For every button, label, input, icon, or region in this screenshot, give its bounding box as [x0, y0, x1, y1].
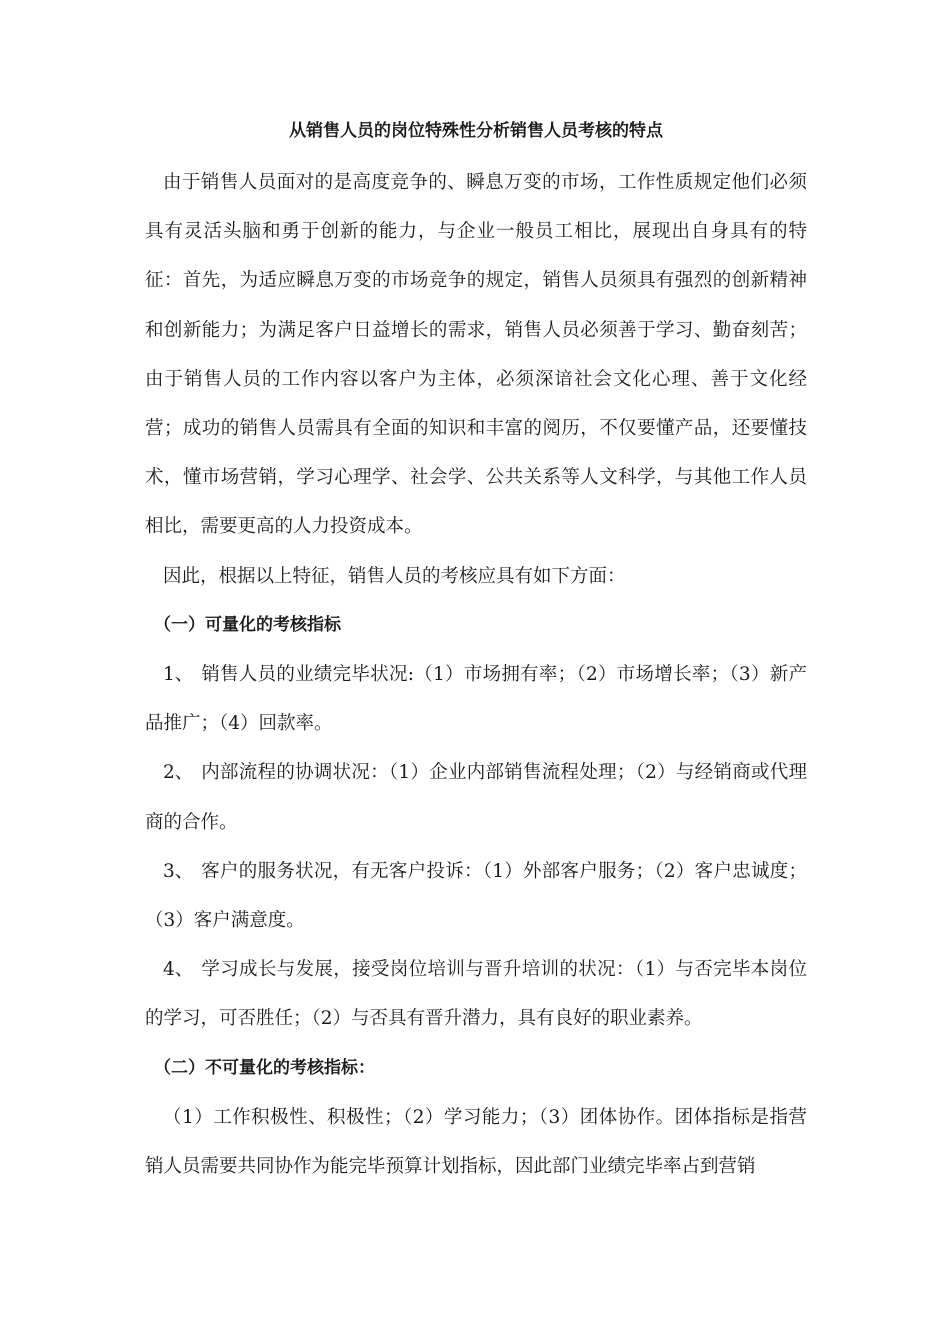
section-heading-quantifiable: （一）可量化的考核指标 — [154, 614, 341, 635]
list-item-number: 3、 — [163, 860, 194, 882]
document-body — [145, 118, 807, 1191]
list-item-text: 销售人员的业绩完毕状况:（1）市场拥有率；（2）市场增长率；（3）新产品推广；（4）回款率。 — [145, 664, 807, 735]
list-item-text: 学习成长与发展，接受岗位培训与晋升培训的状况：（1）与否完毕本岗位的学习，可否胜任；（2）与否具有晋升潜力，具有良好的职业素养。 — [145, 959, 807, 1030]
list-item-text: 内部流程的协调状况：（1）企业内部销售流程处理；（2）与经销商或代理商的合作。 — [145, 762, 807, 833]
list-item-text: 客户的服务状况，有无客户投诉：（1）外部客户服务；（2）客户忠诚度；（3）客户满意度。 — [145, 860, 807, 932]
list-item — [145, 748, 807, 846]
section-heading-non-quantifiable: （二）不可量化的考核指标： — [154, 1057, 375, 1078]
list-item — [145, 650, 807, 748]
list-item — [145, 945, 807, 1043]
list-item-number: 4、 — [163, 959, 194, 981]
list-item — [145, 847, 807, 945]
intro-paragraph: 由于销售人员面对的是高度竞争的、瞬息万变的市场，工作性质规定他们必须具有灵活头脑和勇于创新的能力，与企业一般员工相比，展现出自身具有的特征：首先，为适应瞬息万变的市场竞争的规定，销售人员须具有强烈的创新精神和创新能力；为满足客户日益增长的需求，销售人员必须善于学习、勤奋刻苦；由于销售人员的工作内容以客户为主体，必须深谙社会文化心理、善于文化经营；成功的销售人员需具有全面的知识和丰富的阅历，不仅要懂产品，还要懂技术，懂市场营销，学习心理学、社会学、公共关系等人文科学，与其他工作人员相比，需要更高的人力投资成本。 — [145, 172, 807, 538]
transition-paragraph: 因此，根据以上特征，销售人员的考核应具有如下方面： — [163, 565, 626, 587]
document-title: 从销售人员的岗位特殊性分析销售人员考核的特点 — [289, 121, 663, 141]
list-item-number: 2、 — [163, 762, 194, 784]
list-item-number: 1、 — [163, 664, 194, 686]
section2-paragraph: （1）工作积极性、积极性；（2）学习能力；（3）团体协作。团体指标是指营销人员需要共同协作为能完毕预算计划指标，因此部门业绩完毕率占到营销 — [145, 1106, 807, 1178]
